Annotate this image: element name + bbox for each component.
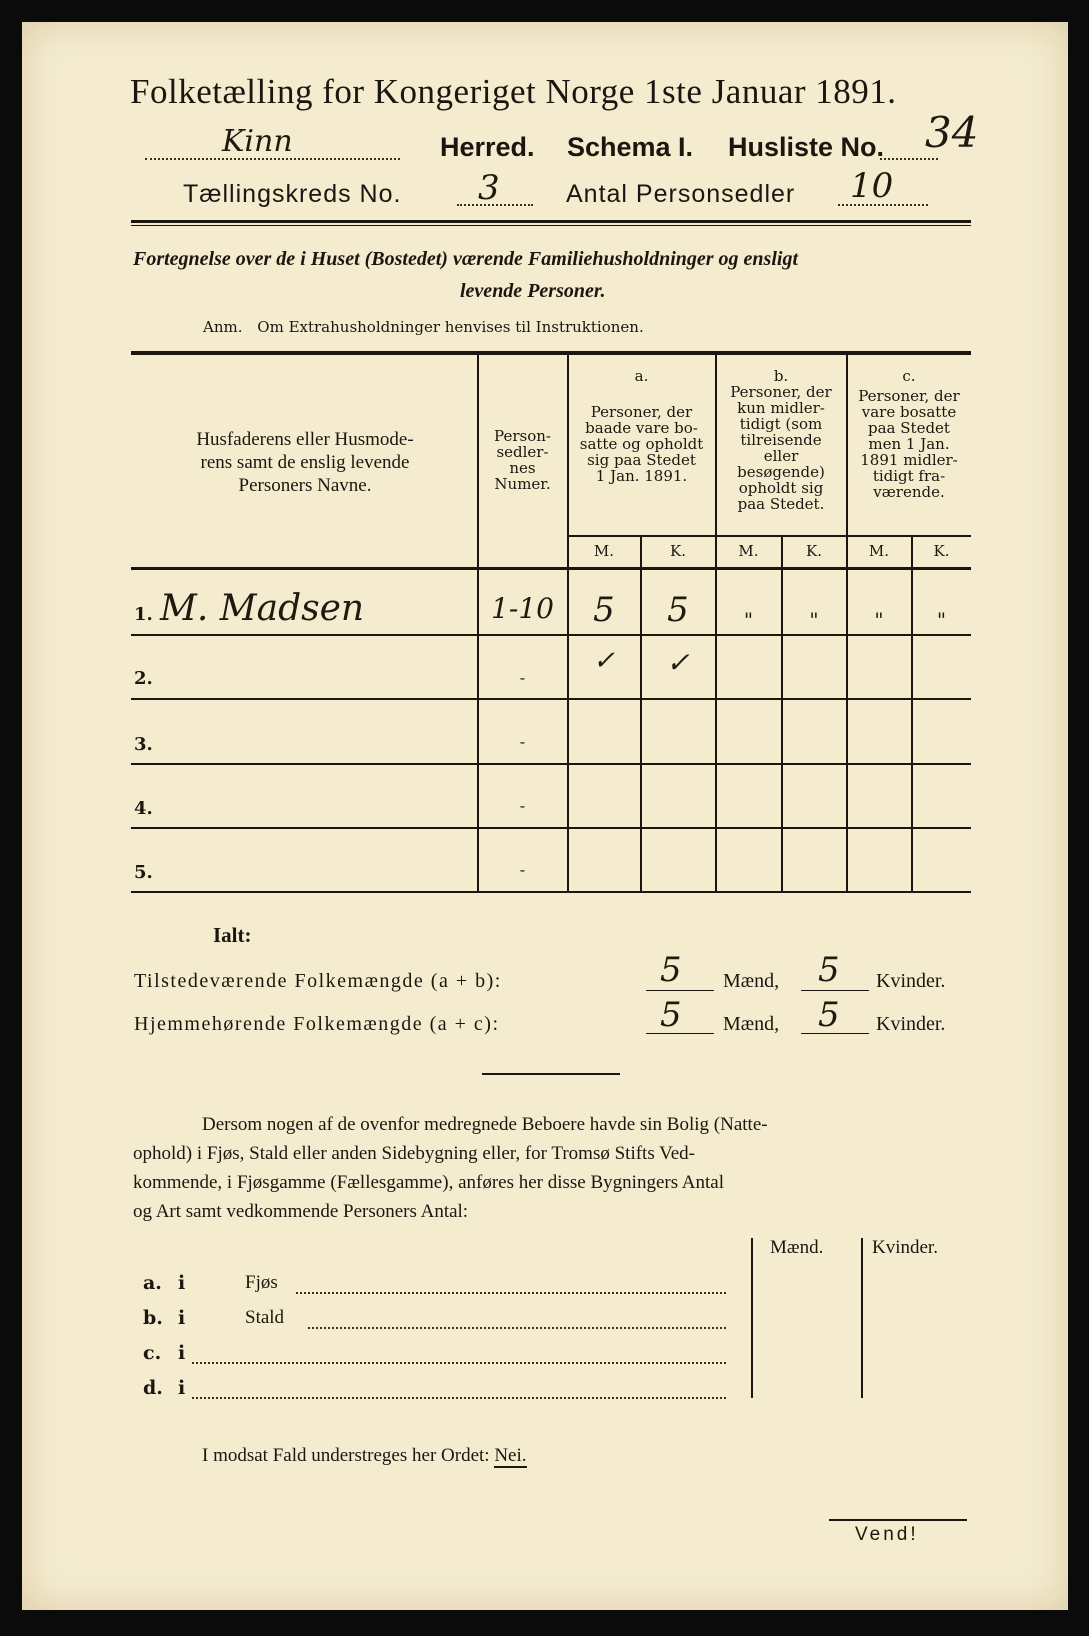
building-d-letter: d. bbox=[143, 1377, 163, 1399]
row-line-3 bbox=[131, 763, 971, 765]
col-header-a-line4: sig paa Stedet bbox=[587, 451, 696, 469]
col-header-numer bbox=[478, 428, 567, 492]
col-header-b-line2: kun midler- bbox=[737, 399, 825, 417]
row-1-b-k: " bbox=[809, 608, 819, 632]
header-rule-thin bbox=[131, 225, 971, 226]
tilstede-kvinder-label: Kvinder. bbox=[876, 970, 946, 992]
row-2-numer: - bbox=[519, 668, 526, 687]
schema-label: Schema I. bbox=[567, 132, 694, 162]
col-header-c-line2: vare bosatte bbox=[861, 403, 957, 421]
col-header-names bbox=[140, 428, 470, 497]
personsedler-label: Antal Personsedler bbox=[566, 180, 796, 208]
buildings-kvinder-header: Kvinder. bbox=[872, 1237, 938, 1258]
mk-header-rule bbox=[567, 535, 971, 537]
anm-text: Om Extrahusholdninger henvises til Instruktionen. bbox=[257, 318, 644, 336]
building-b-i: i bbox=[178, 1307, 186, 1329]
col-header-names-line1: Husfaderens eller Husmode- bbox=[196, 429, 414, 450]
col-header-c-line7: værende. bbox=[873, 483, 945, 501]
hjemme-maend-label: Mænd, bbox=[723, 1013, 780, 1035]
col-header-numer-line1: Person- bbox=[494, 427, 551, 445]
col-header-c-line1: Personer, der bbox=[858, 387, 960, 405]
row-5-number: 5. bbox=[134, 862, 153, 883]
c-m-label: M. bbox=[868, 542, 890, 560]
b-m-label: M. bbox=[738, 542, 759, 560]
intro-heading-line2: levende Personer. bbox=[460, 280, 606, 302]
row-5-numer: - bbox=[519, 860, 526, 879]
building-a-label: Fjøs bbox=[245, 1272, 278, 1293]
row-1-numer: 1-10 bbox=[491, 592, 554, 625]
b-k-label: K. bbox=[806, 542, 822, 560]
col-header-b-line1: Personer, der bbox=[730, 383, 832, 401]
col-header-numer-line2: sedler- bbox=[496, 443, 549, 461]
footnote bbox=[202, 1445, 527, 1467]
col-header-numer-line3: nes bbox=[509, 459, 536, 477]
ialt-label: Ialt: bbox=[213, 923, 252, 947]
col-header-c-line4: men 1 Jan. bbox=[868, 435, 950, 453]
building-b-dots bbox=[308, 1315, 726, 1329]
hjemme-kvinder-label: Kvinder. bbox=[876, 1013, 946, 1035]
c-k-label: K. bbox=[933, 542, 950, 560]
buildings-divider-2 bbox=[861, 1238, 863, 1398]
col-header-b-line3: tidigt (som bbox=[739, 415, 823, 433]
row-3-numer: - bbox=[519, 732, 526, 751]
personsedler-value: 10 bbox=[850, 166, 894, 206]
row-2-a-m: ✓ bbox=[593, 646, 615, 676]
hjemme-label: Hjemmehørende Folkemængde (a + c): bbox=[134, 1013, 500, 1035]
col-header-c-line3: paa Stedet bbox=[868, 419, 950, 437]
col-header-b-line4: tilreisende bbox=[740, 431, 822, 449]
col-header-a-line3: satte og opholdt bbox=[579, 435, 704, 453]
row-4-numer: - bbox=[519, 796, 526, 815]
col-header-b bbox=[716, 368, 846, 512]
col-header-c-line5: 1891 midler- bbox=[860, 451, 958, 469]
row-1-a-k: 5 bbox=[667, 590, 689, 630]
form-title: Folketælling for Kongeriget Norge 1ste Januar 1891. bbox=[130, 72, 897, 111]
building-a-letter: a. bbox=[143, 1272, 162, 1294]
col-header-names-line3: Personers Navne. bbox=[238, 475, 372, 496]
building-a-dots bbox=[296, 1280, 726, 1294]
col-header-a-letter: a. bbox=[634, 367, 649, 385]
vend-label: Vend! bbox=[855, 1524, 919, 1545]
buildings-para-line3: kommende, i Fjøsgamme (Fællesgamme), anføres her disse Bygningers Antal bbox=[133, 1172, 725, 1193]
col-header-b-line6: besøgende) bbox=[737, 463, 825, 481]
building-c-dots bbox=[192, 1350, 726, 1364]
hjemme-m-value: 5 bbox=[660, 995, 682, 1035]
col-header-c-letter: c. bbox=[902, 367, 916, 385]
col-header-a bbox=[568, 368, 715, 484]
col-header-names-line2: rens samt de enslig levende bbox=[200, 452, 410, 473]
row-line-4 bbox=[131, 827, 971, 829]
tilstede-m-value: 5 bbox=[660, 950, 682, 990]
row-line-1 bbox=[131, 634, 971, 636]
vend-rule bbox=[829, 1519, 967, 1521]
row-1-c-m: " bbox=[874, 608, 884, 632]
col-header-b-line5: eller bbox=[763, 447, 799, 465]
anm-label: Anm. bbox=[203, 318, 243, 336]
col-header-c-line6: tidigt fra- bbox=[872, 467, 946, 485]
building-b-letter: b. bbox=[143, 1307, 163, 1329]
col-header-c bbox=[847, 368, 971, 500]
footnote-word: Nei. bbox=[494, 1445, 527, 1466]
building-c-letter: c. bbox=[143, 1342, 162, 1364]
herred-label: Herred. bbox=[440, 132, 535, 162]
buildings-para-line1: Dersom nogen af de ovenfor medregnede Beboere havde sin Bolig (Natte- bbox=[202, 1114, 768, 1135]
row-2-a-k: ✓ bbox=[666, 646, 690, 679]
buildings-para-line4: og Art samt vedkommende Personers Antal: bbox=[133, 1201, 469, 1222]
row-line-2 bbox=[131, 698, 971, 700]
buildings-divider-1 bbox=[751, 1238, 753, 1398]
row-3-number: 3. bbox=[134, 734, 153, 755]
husliste-label: Husliste No. bbox=[728, 132, 885, 162]
row-1-b-m: " bbox=[743, 608, 754, 632]
row-2-number: 2. bbox=[134, 668, 153, 689]
tilstede-m-line bbox=[646, 990, 714, 991]
header-rule bbox=[131, 220, 971, 223]
tilstede-k-line bbox=[801, 990, 869, 991]
building-d-i: i bbox=[178, 1377, 186, 1399]
tilstede-k-value: 5 bbox=[818, 950, 840, 990]
building-c-i: i bbox=[178, 1342, 186, 1364]
row-4-number: 4. bbox=[134, 798, 153, 819]
col-header-b-letter: b. bbox=[773, 367, 789, 385]
table-header-bottom-rule bbox=[131, 567, 971, 570]
section-divider bbox=[482, 1073, 620, 1075]
hjemme-k-value: 5 bbox=[818, 995, 840, 1035]
a-k-label: K. bbox=[670, 542, 686, 560]
building-a-i: i bbox=[178, 1272, 186, 1294]
col-divider-c-mk bbox=[911, 535, 913, 892]
building-b-label: Stald bbox=[245, 1307, 285, 1328]
col-divider-a-mk bbox=[640, 535, 642, 892]
col-header-a-line5: 1 Jan. 1891. bbox=[595, 467, 688, 485]
husliste-value: 34 bbox=[925, 108, 979, 157]
row-1-number: 1. bbox=[134, 604, 153, 625]
taellingskreds-value: 3 bbox=[478, 168, 500, 208]
col-header-a-line1: Personer, der bbox=[590, 403, 693, 421]
a-m-label: M. bbox=[593, 542, 615, 560]
intro-heading-line1: Fortegnelse over de i Huset (Bostedet) værende Familiehusholdninger og ensligt bbox=[133, 248, 798, 270]
anm-note bbox=[203, 318, 644, 336]
table-top-rule bbox=[131, 351, 971, 355]
tilstede-maend-label: Mænd, bbox=[723, 970, 780, 992]
tilstede-label: Tilstedeværende Folkemængde (a + b): bbox=[134, 970, 502, 992]
row-line-5 bbox=[131, 891, 971, 893]
building-d-dots bbox=[192, 1385, 726, 1399]
row-1-a-m: 5 bbox=[593, 590, 615, 630]
buildings-para-line2: ophold) i Fjøs, Stald eller anden Sidebygning eller, for Tromsø Stifts Ved- bbox=[133, 1143, 696, 1164]
col-header-b-line8: paa Stedet. bbox=[737, 495, 825, 513]
buildings-maend-header: Mænd. bbox=[770, 1237, 824, 1258]
col-header-numer-line4: Numer. bbox=[494, 475, 551, 493]
footnote-prefix: I modsat Fald understreges her Ordet: bbox=[202, 1445, 490, 1466]
row-1-name: M. Madsen bbox=[160, 588, 365, 629]
col-header-b-line7: opholdt sig bbox=[738, 479, 824, 497]
row-1-c-k: " bbox=[936, 608, 947, 632]
herred-value: Kinn bbox=[222, 124, 293, 159]
col-header-a-line2: baade vare bo- bbox=[585, 419, 698, 437]
col-divider-b-mk bbox=[781, 535, 783, 892]
taellingskreds-label: Tællingskreds No. bbox=[183, 180, 402, 208]
